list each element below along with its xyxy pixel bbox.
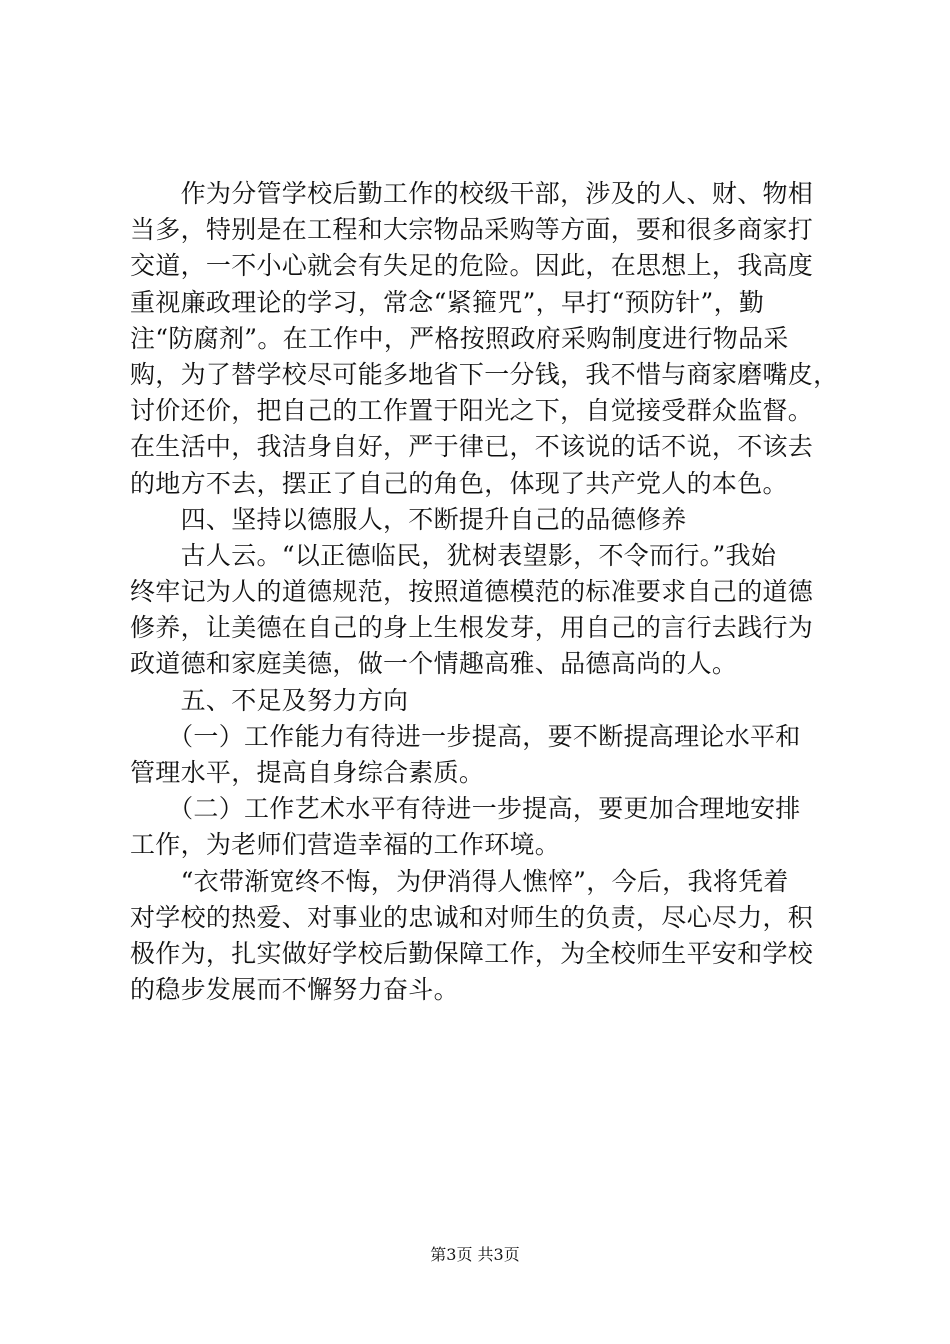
body-line: 古人云。“以正德临民，犹树表望影，不令而行。”我始 <box>130 540 777 570</box>
body-line: 重视廉政理论的学习，常念“紧箍咒”，早打“预防针”，勤 <box>130 287 765 317</box>
section-heading: 四、坚持以德服人，不断提升自己的品德修养 <box>130 504 687 534</box>
body-line: 讨价还价，把自己的工作置于阳光之下，自觉接受群众监督。 <box>130 396 814 426</box>
body-line: 交道，一不小心就会有失足的危险。因此，在思想上，我高度 <box>130 251 814 281</box>
body-line: 的地方不去，摆正了自己的角色，体现了共产党人的本色。 <box>130 468 788 498</box>
body-line: （一）工作能力有待进一步提高，要不断提高理论水平和 <box>130 721 801 751</box>
body-line: 工作，为老师们营造幸福的工作环境。 <box>130 830 561 860</box>
body-line: 修养，让美德在自己的身上生根发芽，用自己的言行去践行为 <box>130 613 814 643</box>
body-line: 对学校的热爱、对事业的忠诚和对师生的负责，尽心尽力，积 <box>130 902 814 932</box>
body-line: （二）工作艺术水平有待进一步提高，要更加合理地安排 <box>130 794 801 824</box>
body-line: 在生活中，我洁身自好，严于律已，不该说的话不说，不该去 <box>130 432 814 462</box>
body-line: 注“防腐剂”。在工作中，严格按照政府采购制度进行物品采 <box>130 323 789 353</box>
section-heading: 五、不足及努力方向 <box>130 685 409 715</box>
body-line: 终牢记为人的道德规范，按照道德模范的标准要求自己的道德 <box>130 577 814 607</box>
body-line: 作为分管学校后勤工作的校级干部，涉及的人、财、物相 <box>130 179 814 208</box>
body-line: 管理水平，提高自身综合素质。 <box>130 758 485 787</box>
body-line: 的稳步发展而不懈努力奋斗。 <box>130 975 459 1005</box>
body-line: 购，为了替学校尽可能多地省下一分钱，我不惜与商家磨嘴皮， <box>130 359 839 389</box>
document-body <box>130 176 839 1008</box>
body-line: 政道德和家庭美德，做一个情趣高雅、品德高尚的人。 <box>130 649 738 679</box>
page-footer: 第3页 共3页 <box>430 1245 520 1264</box>
body-line: 极作为，扎实做好学校后勤保障工作，为全校师生平安和学校 <box>130 938 814 968</box>
body-line: 当多，特别是在工程和大宗物品采购等方面，要和很多商家打 <box>130 215 814 245</box>
body-line: “衣带渐宽终不悔，为伊消得人憔悴”，今后，我将凭着 <box>130 866 789 896</box>
